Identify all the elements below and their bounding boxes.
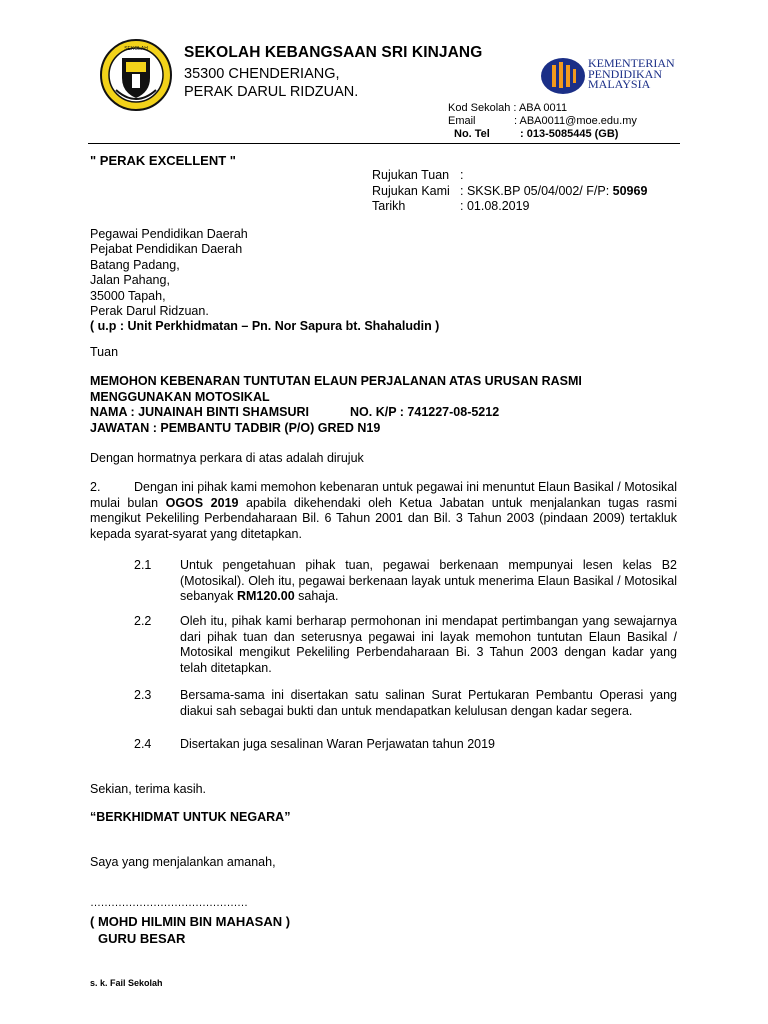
signatory-title: GURU BESAR — [98, 931, 186, 946]
subject-block — [90, 374, 582, 436]
paragraph-2-1-number: 2.1 — [134, 558, 152, 572]
attention-line: ( u.p : Unit Perkhidmatan – Pn. Nor Sapura bt. Shahaludin ) — [90, 319, 440, 334]
salutation: Tuan — [90, 345, 119, 359]
ministry-logo-line1: KEMENTERIAN — [588, 56, 675, 70]
kod-sekolah-label: Kod Sekolah : — [448, 102, 517, 114]
paragraph-2-2-number: 2.2 — [134, 614, 152, 628]
school-name: SEKOLAH KEBANGSAAN SRI KINJANG — [184, 44, 483, 61]
subject-jawatan: JAWATAN : PEMBANTU TADBIR (P/O) GRED N19 — [90, 420, 381, 435]
paragraph-2-3-number: 2.3 — [134, 688, 152, 702]
paragraph-2-4: Disertakan juga sesalinan Waran Perjawatan tahun 2019 — [180, 737, 496, 751]
recipient-line: Jalan Pahang, — [90, 273, 170, 288]
slogan: “BERKHIDMAT UNTUK NEGARA” — [90, 810, 291, 824]
motto: " PERAK EXCELLENT " — [90, 153, 236, 168]
ministry-logo-line3: MALAYSIA — [588, 77, 651, 91]
ministry-logo — [540, 56, 690, 98]
recipient-line: Pejabat Pendidikan Daerah — [90, 242, 243, 257]
recipient-line: Pegawai Pendidikan Daerah — [90, 227, 248, 241]
tel-value: : 013-5085445 (GB) — [520, 128, 619, 140]
tel-row — [454, 128, 618, 140]
opening-line: Dengan hormatnya perkara di atas adalah dirujuk — [90, 451, 364, 465]
subject-line1: MEMOHON KEBENARAN TUNTUTAN ELAUN PERJALANAN ATAS URUSAN RASMI — [90, 374, 582, 388]
recipient-address — [90, 227, 439, 335]
reference-row: Rujukan Kami : SKSK.BP 05/04/002/ F/P: 50969 — [372, 183, 648, 198]
school-address-line2: PERAK DARUL RIDZUAN. — [184, 84, 359, 100]
subject-nokp: NO. K/P : 741227-08-5212 — [350, 405, 500, 419]
kod-sekolah-row — [448, 102, 567, 114]
kod-sekolah-value: ABA 0011 — [518, 102, 568, 114]
paragraph-2-1: Untuk pengetahuan pihak tuan, pegawai berkenaan mempunyai lesen kelas B2 (Motosikal). Oleh itu, pegawai berkenaan layak untuk menerima Elaun Basikal / Motosikal sebanyak RM120.00 sahaja. — [180, 558, 677, 603]
recipient-line: 35000 Tapah, — [90, 288, 166, 303]
paragraph-2-number: 2. — [90, 480, 101, 494]
subject-nama: NAMA : JUNAINAH BINTI SHAMSURI — [90, 405, 309, 419]
signature-line: ……………………………………… — [90, 897, 248, 909]
email-row — [448, 115, 637, 127]
svg-text:SEKOLAH: SEKOLAH — [124, 46, 148, 52]
recipient-line: Perak Darul Ridzuan. — [90, 304, 209, 319]
paragraph-2-2: Oleh itu, pihak kami berharap permohonan ini mendapat pertimbangan yang sewajarnya dari pihak tuan dan seterusnya pegawai ini layak memohon tuntutan Elaun Basikal / Motosikal mengikut Pekeliling Perbendaharaan Bi. 3 Tahun 2003 dengan kadar yang telah ditetapkan. — [180, 614, 677, 675]
subject-line2: MENGGUNAKAN MOTOSIKAL — [90, 389, 270, 404]
paragraph-2-3: Bersama-sama ini disertakan satu salinan Surat Pertukaran Pembantu Operasi yang diakui sah sebagai bukti dan untuk mendapatkan kelulusan dengan kadar segera. — [180, 688, 677, 718]
signatory-name: ( MOHD HILMIN BIN MAHASAN ) — [90, 914, 291, 929]
reference-row: Tarikh : 01.08.2019 — [372, 199, 530, 213]
letterhead-rule — [88, 143, 680, 144]
email-label: Email — [448, 115, 476, 127]
recipient-line: Batang Padang, — [90, 257, 180, 272]
email-value: : ABA0011@moe.edu.my — [514, 115, 637, 127]
carbon-copy: s. k. Fail Sekolah — [90, 978, 163, 988]
ministry-logo-line2: PENDIDIKAN — [588, 66, 662, 81]
paragraph-2: 2. Dengan ini pihak kami memohon kebenaran untuk pegawai ini menuntut Elaun Basikal / Motosikal mulai bulan OGOS 2019 apabila dikehendaki oleh Ketua Jabatan untuk menjalankan tugas rasmi mengikut Pekeliling Perbendaharaan Bil. 6 Tahun 2001 dan Bil. 3 Tahun 2003 (pindaan 2009) tertakluk kepada syarat-syarat yang ditetapkan. — [90, 480, 677, 541]
school-crest-logo — [96, 38, 176, 112]
paragraph-2-4-number: 2.4 — [134, 737, 152, 751]
school-address-line1: 35300 CHENDERIANG, — [184, 66, 340, 82]
subject-nama-row — [90, 405, 582, 421]
tel-label: No. Tel — [454, 128, 490, 140]
reference-row: Rujukan Tuan : — [372, 168, 464, 182]
closing-line: Sekian, terima kasih. — [90, 782, 207, 796]
amanah-line: Saya yang menjalankan amanah, — [90, 855, 276, 869]
reference-block — [372, 168, 647, 215]
